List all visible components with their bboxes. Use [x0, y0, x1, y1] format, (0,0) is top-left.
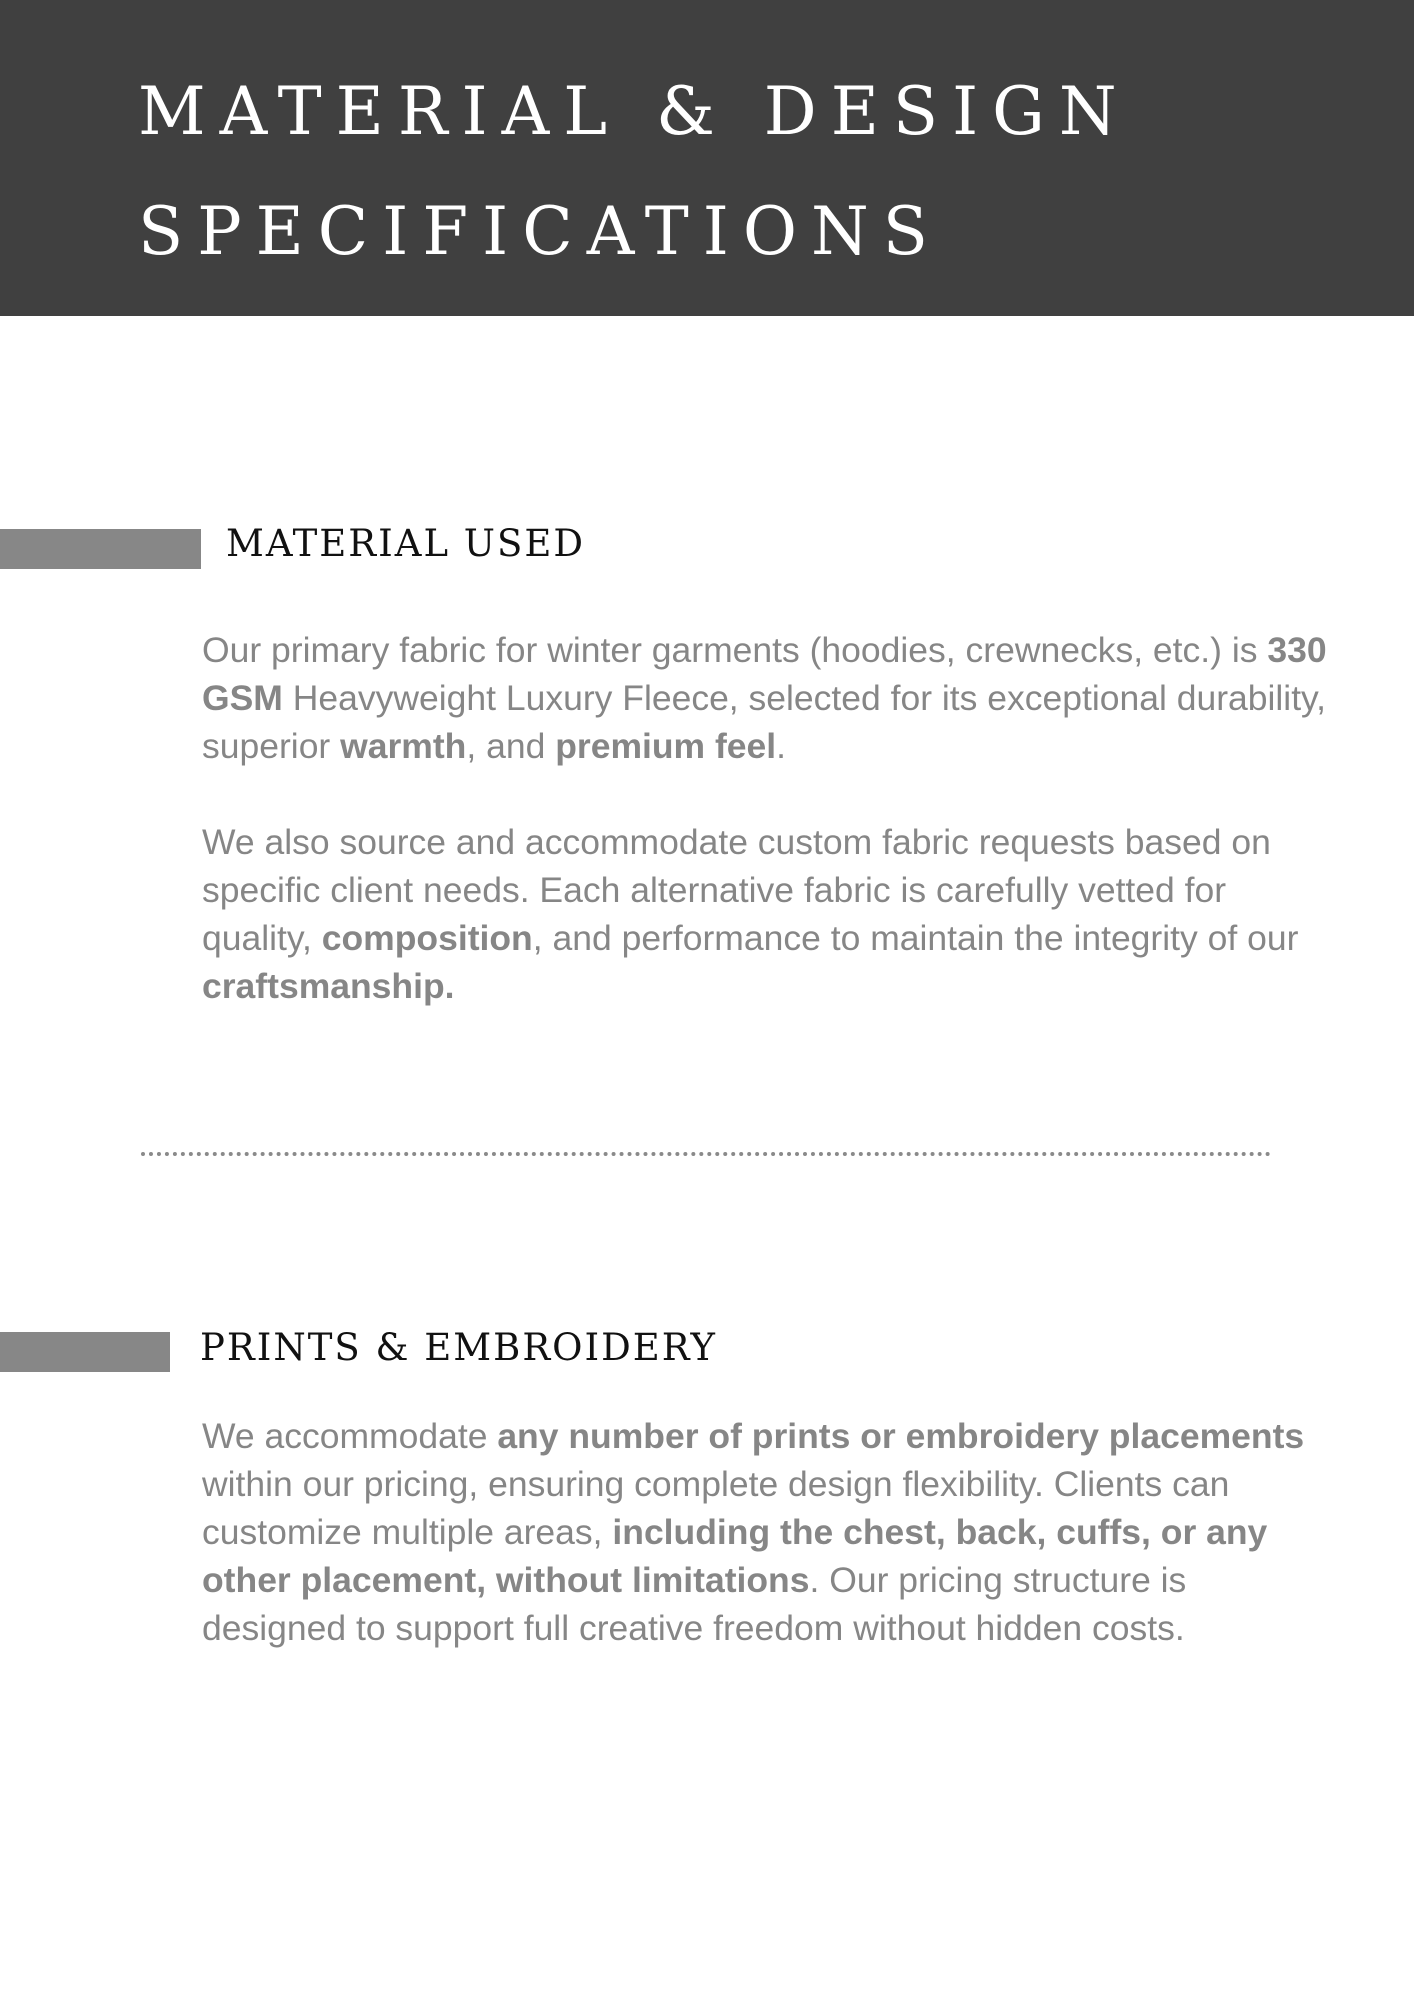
page-title: [138, 52, 1338, 292]
text-run: , and: [466, 726, 556, 766]
emphasis-text: including the chest, back, cuffs, or any other placement, without limitations: [202, 1512, 1268, 1600]
text-run: , and performance to maintain the integrity of our: [532, 918, 1299, 958]
material-paragraph-fabric: [202, 626, 1332, 770]
page-title-line-1: MATERIAL & DESIGN: [138, 73, 1131, 150]
section-accent-bar: [0, 529, 201, 569]
section-accent-bar: [0, 1332, 170, 1372]
dotted-divider: [141, 1152, 1271, 1156]
section-heading-material-used: MATERIAL USED: [226, 522, 585, 565]
page-title-line-2: SPECIFICATIONS: [138, 193, 942, 270]
text-run: Our primary fabric for winter garments (hoodies, crewnecks, etc.) is: [202, 630, 1268, 670]
emphasis-text: warmth: [340, 726, 467, 766]
emphasis-text: premium feel: [555, 726, 777, 766]
text-run: Heavyweight Luxury Fleece, selected for its exceptional durability, superior: [202, 678, 1327, 766]
text-run: We accommodate: [202, 1416, 498, 1456]
emphasis-text: 330 GSM: [202, 630, 1327, 718]
material-paragraph-custom: [202, 818, 1332, 1010]
header-banner: [0, 0, 1414, 316]
text-run: .: [776, 726, 787, 766]
text-run: within our pricing, ensuring complete design flexibility. Clients can customize multiple areas,: [202, 1464, 1230, 1552]
emphasis-text: composition: [321, 918, 533, 958]
emphasis-text: craftsmanship.: [202, 966, 455, 1006]
text-run: We also source and accommodate custom fabric requests based on specific client needs. Each alternative fabric is carefully vetted for quality,: [202, 822, 1271, 958]
emphasis-text: any number of prints or embroidery placements: [497, 1416, 1305, 1456]
text-run: . Our pricing structure is designed to support full creative freedom without hidden costs.: [202, 1560, 1187, 1648]
prints-paragraph: [202, 1412, 1332, 1652]
section-heading-prints-embroidery: PRINTS & EMBROIDERY: [200, 1326, 717, 1369]
